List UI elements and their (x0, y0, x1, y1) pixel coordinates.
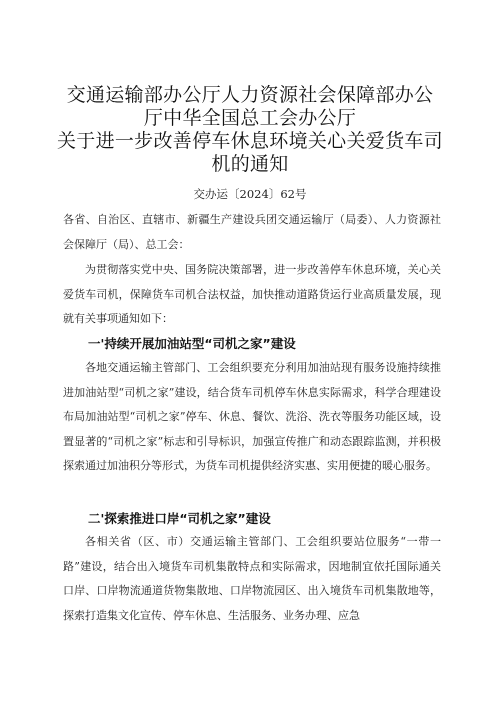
title-line-2: 厅中华全国总工会办公厅 (143, 107, 357, 129)
document-number: 交办运〔2024〕62号 (193, 187, 307, 201)
section-2-heading: 二'探索推进口岸“司机之家”建设 (88, 511, 271, 526)
intro-paragraph: 为贯彻落实党中央、国务院决策部署，进一步改善停车休息环境，关心关爱货车司机，保障货车司机合法权益，加快推动道路货运行业高质量发展，现就有关事项通知如下： (63, 263, 441, 325)
document-title (40, 84, 460, 176)
title-line-1: 交通运输部办公厅人力资源社会保障部办公 (66, 84, 434, 106)
section-2-body: 各相关省（区、市）交通运输主管部门、工会组织要站位服务“一带一路”建设，结合出入境货车司机集散特点和实际需求，因地制宜依托国际通关口岸、口岸物流通道货物集散地、口岸物流园区、出入境货车司机集散地等，探索打造集文化宣传、停车休息、生活服务、业务办理、应急 (63, 535, 441, 622)
section-1-heading: 一'持续开展加油站型“司机之家”建设 (88, 336, 296, 351)
addressee: 各省、自治区、直辖市、新疆生产建设兵团交通运输厅（局委）、人力资源社会保障厅（局）、总工会： (63, 213, 441, 251)
title-line-4: 机的通知 (211, 153, 289, 175)
section-1-body: 各地交通运输主管部门、工会组织要充分利用加油站现有服务设施持续推进加油站型“司机之家”建设，结合货车司机停车休息实际需求，科学合理建设布局加油站型“司机之家”停车、休息、餐饮、洗浴、洗衣等服务功能区域，设置显著的“司机之家”标志和引导标识，加强宣传推广和动态跟踪监测，并积极探索通过加油积分等形式，为货车司机提供经济实惠、实用便捷的暖心服务。 (63, 361, 441, 472)
title-line-3: 关于进一步改善停车休息环境关心关爱货车司 (56, 130, 443, 152)
